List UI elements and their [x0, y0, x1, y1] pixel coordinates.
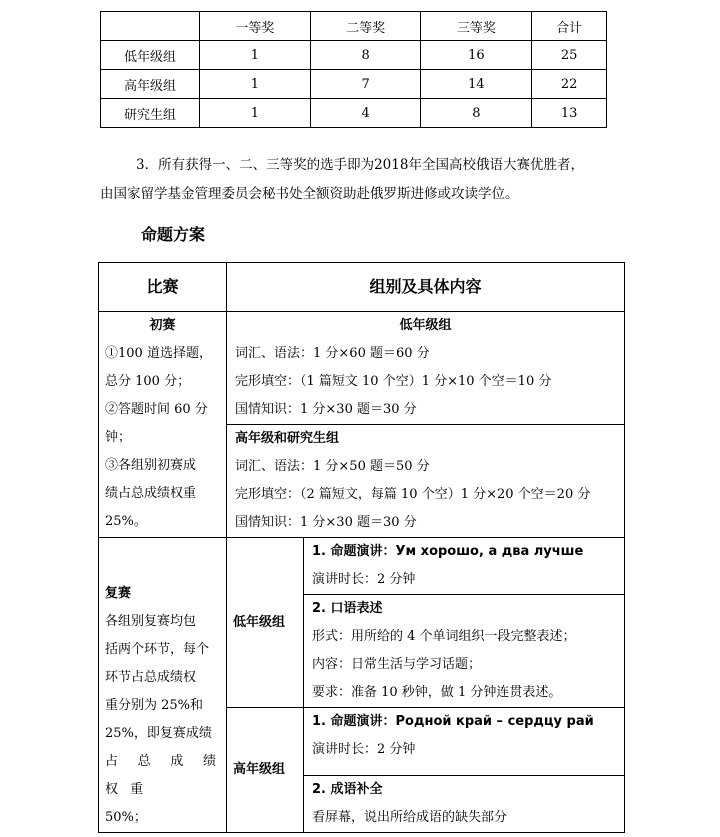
semi-high-item2	[304, 776, 625, 833]
award-table-row	[101, 41, 607, 70]
prelim-low-group	[227, 312, 625, 425]
semi-low-item2-line: 内容：日常生活与学习话题；	[312, 657, 482, 672]
award-cell: 16	[421, 41, 532, 70]
semi-title: 复赛	[105, 586, 132, 601]
award-header-cell	[101, 12, 200, 41]
plan-header-content: 组别及具体内容	[227, 263, 625, 312]
semi-low-item1-line: 演讲时长：2 分钟	[312, 572, 416, 587]
semi-high-item2-title: 2. 成语补全	[312, 782, 383, 797]
semi-high-item1	[304, 708, 625, 776]
semi-desc-line: 环节占总成绩权	[105, 670, 197, 685]
award-cell: 8	[310, 41, 421, 70]
award-header-cell: 二等奖	[310, 12, 421, 41]
award-cell: 14	[421, 70, 532, 99]
plan-header-match: 比赛	[99, 263, 227, 312]
semi-low-item1	[304, 538, 625, 595]
prelim-low-line: 完形填空：（1 篇短文 10 个空）1 分×10 个空＝10 分	[235, 374, 552, 389]
award-header-cell: 三等奖	[421, 12, 532, 41]
semi-low-item2-line: 形式：用所给的 4 个单词组织一段完整表述；	[312, 629, 576, 644]
semi-low-item2	[304, 595, 625, 708]
semi-desc-line: 占 总 成 绩 权 重	[105, 754, 220, 797]
semi-low-group-label: 低年级组	[227, 538, 304, 708]
prelim-desc-line: ③各组别初赛成	[105, 458, 197, 473]
award-table-header-row	[101, 12, 607, 41]
award-table-row	[101, 70, 607, 99]
semi-description	[99, 538, 227, 833]
award-cell: 25	[532, 41, 607, 70]
award-cell: 13	[532, 99, 607, 128]
award-table-row	[101, 99, 607, 128]
award-row-label: 低年级组	[101, 41, 200, 70]
prelim-desc-line: ②答题时间 60 分	[105, 402, 208, 417]
plan-header-row	[99, 263, 625, 312]
semi-desc-line: 25%，即复赛成绩	[105, 726, 212, 741]
prelim-high-line: 完形填空：（2 篇短文，每篇 10 个空）1 分×20 个空＝20 分	[235, 487, 591, 502]
prelim-low-title: 低年级组	[399, 318, 452, 333]
semi-high-item1-line: 演讲时长：2 分钟	[312, 742, 416, 757]
prelim-description	[99, 312, 227, 538]
semi-low-item2-line: 要求：准备 10 秒钟，做 1 分钟连贯表述。	[312, 685, 562, 700]
award-table	[100, 11, 607, 128]
prelim-high-line: 国情知识：1 分×30 题＝30 分	[235, 515, 417, 530]
prelim-high-group	[227, 425, 625, 538]
award-cell: 1	[200, 99, 311, 128]
prelim-low-line: 词汇、语法：1 分×60 题＝60 分	[235, 346, 430, 361]
prelim-row	[99, 312, 625, 425]
semi-desc-line: 50%；	[105, 810, 147, 825]
award-row-label: 高年级组	[101, 70, 200, 99]
semi-low-item1-title: 1. 命题演讲：Ум хорошо, а два лучше	[312, 544, 584, 559]
prelim-high-title: 高年级和研究生组	[235, 431, 340, 446]
prelim-desc-line: 钟；	[105, 430, 132, 445]
paragraph-line: 由国家留学基金管理委员会秘书处全额资助赴俄罗斯进修或攻读学位。	[100, 186, 519, 202]
award-row-label: 研究生组	[101, 99, 200, 128]
semi-row	[99, 538, 625, 595]
semi-high-group-label: 高年级组	[227, 708, 304, 833]
award-cell: 22	[532, 70, 607, 99]
award-cell: 8	[421, 99, 532, 128]
prelim-desc-line: ①100 道选择题，	[105, 346, 212, 361]
award-header-cell: 一等奖	[200, 12, 311, 41]
semi-desc-line: 重分别为 25%和	[105, 698, 204, 713]
prelim-low-line: 国情知识：1 分×30 题＝30 分	[235, 402, 417, 417]
semi-low-item2-title: 2. 口语表述	[312, 601, 383, 616]
prelim-desc-line: 总分 100 分；	[105, 374, 191, 389]
award-cell: 4	[310, 99, 421, 128]
semi-desc-line: 括两个环节，每个	[105, 642, 210, 657]
award-header-cell: 合计	[532, 12, 607, 41]
semi-high-item2-line: 看屏幕，说出所给成语的缺失部分	[312, 810, 508, 825]
paragraph-line: 3．所有获得一、二、三等奖的选手即为2018年全国高校俄语大赛优胜者，	[136, 157, 584, 173]
award-cell: 7	[310, 70, 421, 99]
prelim-desc-line: 绩占总成绩权重	[105, 486, 197, 501]
prelim-high-line: 词汇、语法：1 分×50 题＝50 分	[235, 459, 430, 474]
award-cell: 1	[200, 41, 311, 70]
semi-high-item1-title: 1. 命题演讲：Родной край – сердцу рай	[312, 714, 594, 729]
semi-desc-line: 各组别复赛均包	[105, 614, 197, 629]
prelim-desc-line: 25%。	[105, 514, 147, 529]
prelim-title: 初赛	[149, 318, 176, 333]
plan-table	[98, 262, 625, 833]
award-cell: 1	[200, 70, 311, 99]
section-heading: 命题方案	[141, 225, 206, 244]
